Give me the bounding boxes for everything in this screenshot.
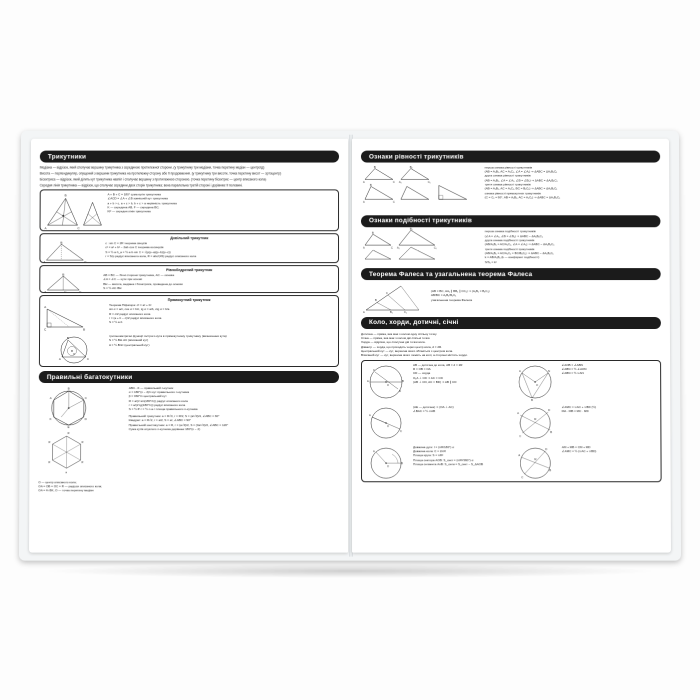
regular-polygon-notes: ABC...K — правильний n-кутник α = 180°(n − 2)/n кут правильного n-кутника β = 360°/n центральний кут R = a/(2 sin(180°/n)) радіус описаного кола r = a/(2 tg(180°/n)) радіус вписаного кола S = ½·P·r = ½·n·a·r площа правильного n-кутника Правильний трикутник: a = R√3, r = R/2, S = (a²√3)/4, ∠ABC = 60° Квадрат: a = R√2, r = a/2, S = a², ∠ABC = 90° Правильний шестикутник: a = R, r = (a√3)/2, S = (3a²√3)/2, ∠ABC = 120° Сума кутів опуклого n-кутника дорівнює 180°(n − 2) <box>128 385 229 431</box>
svg-text:M: M <box>533 417 536 421</box>
svg-text:A: A <box>367 379 369 383</box>
box-arbitrary-triangle <box>39 233 339 263</box>
isosceles-notes: AB = BC — бічні сторони трикутника, AC — основа ∠A = ∠C — кути при основі BH — висота, медіана і бісектриса, проведена до основи S = ½·AC·BH <box>103 273 183 291</box>
svg-text:B: B <box>402 379 404 383</box>
svg-text:O: O <box>535 383 538 387</box>
tangent-notes: (AE — дотична) ⇒ (OA ⊥ AC) ∠BAC = ½·∪AB <box>413 404 454 413</box>
secants-notes: ∠AMC = ∪AC + ∪BD (½) MA · MB = MC · MD <box>561 404 596 413</box>
svg-text:C₁: C₁ <box>427 180 431 184</box>
svg-text:B: B <box>369 183 372 187</box>
box-title-arbitrary-triangle: Довільний трикутник <box>170 235 209 240</box>
medians-notes: A + B + C = 180° сума кутів трикутника ∠ACD = ∠A + ∠B зовнішній кут трикутника a + b > c, a + c > b, b + c > a нерівність трикутника K — середина AB, F — середина BC; KF — середня лінія трикутника <box>107 192 177 214</box>
svg-text:A: A <box>373 449 375 453</box>
svg-text:D: D <box>547 408 550 412</box>
svg-text:A: A <box>362 200 365 204</box>
arc-sector-notes: Довжина дуги: l = (πR/180°)·α Довжина кола: C = 2πR Площа круга: S = πR² Площа сектора AOB: S_сект = (πR²/360°)·α Площа сегмента AnB: S_сегм = S_сект − S_ΔAOB <box>413 444 484 467</box>
svg-text:A: A <box>362 247 365 251</box>
svg-text:A: A <box>44 305 47 310</box>
svg-text:N: N <box>547 369 550 373</box>
svg-text:C: C <box>520 475 523 479</box>
svg-text:B₁: B₁ <box>409 228 413 231</box>
paragraph-midline: Середня лінія трикутника — відрізок, що сполучає середини двох сторін трикутника; вона паралельна третій стороні і дорівнює її половині. <box>39 183 243 188</box>
svg-text:C: C <box>86 357 89 362</box>
svg-text:C: C <box>400 429 402 433</box>
svg-text:O: O <box>387 424 389 428</box>
box-right-triangle <box>39 295 339 367</box>
svg-text:O: O <box>387 383 389 387</box>
arc-sector-figure <box>365 445 409 481</box>
paragraph-bisector: Бісектриса — відрізок, який ділить кут трикутника навпіл і сполучає вершину з протилежною стороною. (точка перетину бісектрис — центр вписаного кола) <box>39 177 267 182</box>
svg-text:C: C <box>385 291 388 295</box>
svg-text:A: A <box>518 369 521 373</box>
svg-text:A: A <box>44 290 47 295</box>
paragraph-median: Медіана — відрізок, який сполучає вершину трикутника з серединою протилежної сторони. (у трикутнику три медіани, точка перетину медіан — центроїд) <box>39 165 265 170</box>
tangent-circle-figure <box>365 405 409 441</box>
svg-text:A: A <box>362 310 365 314</box>
open-booklet <box>19 131 681 561</box>
svg-text:C: C <box>390 247 393 251</box>
right-page <box>352 139 671 553</box>
booklet-shadow <box>42 564 658 578</box>
similarity-figures <box>361 230 481 262</box>
svg-text:K: K <box>49 416 52 421</box>
circle-chord-notes: AB — дотична до кола, AB = d = 2R R = OB = OA CD — хорда O₁A ⊥ CD ⇒ AC = CD (AB ⊥ CD, AC = BD) ⇒ AB ∥ CD <box>413 362 463 384</box>
svg-text:a: a <box>65 470 67 474</box>
inscribed-angle-notes: ∠AOB = ∠ABN ∠ABN = ½·∠AON ∠ABN = ½·∪AN <box>561 362 587 376</box>
svg-text:R: R <box>81 460 84 464</box>
svg-text:A: A <box>517 453 520 457</box>
secants-figure <box>514 405 558 441</box>
svg-text:C: C <box>79 290 82 295</box>
svg-text:B: B <box>373 165 376 169</box>
left-page <box>29 139 348 553</box>
svg-text:A: A <box>58 357 61 362</box>
svg-text:A: A <box>369 413 371 417</box>
triangle-medians-figure <box>44 192 104 230</box>
thales-formulas: (AB = BC, AA₁ ∥ BB₁ ∥ CC₁) ⇒ (A₁B₁ = B₁C₁) AB/BC = A₁B₁/B₁C₁ узагальнена теорема Фалеса <box>430 288 490 302</box>
svg-text:B: B <box>67 386 70 391</box>
box-circle-figures <box>361 360 662 482</box>
svg-text:B: B <box>60 240 63 245</box>
svg-text:D: D <box>399 389 401 393</box>
svg-text:B: B <box>67 336 69 341</box>
svg-text:A: A <box>362 180 365 184</box>
arbitrary-triangle-notes: c : sin C = 2R теорема синусів c² = a² + b² − 2ab·cos C теорема косинусів S = ½·a·h_a = ½·a·b·sin C = √(p(p−a)(p−b)(p−c)) r = S/p радіус вписаного кола, R = abc/(4S) радіус описаного кола <box>105 241 197 259</box>
congruence-figures <box>361 165 481 211</box>
svg-text:C₁: C₁ <box>403 310 407 314</box>
svg-text:R: R <box>81 440 84 444</box>
svg-text:B: B <box>374 298 377 302</box>
box-title-isosceles: Рівнобедрений трикутник <box>166 267 213 272</box>
svg-text:A₁: A₁ <box>396 247 400 251</box>
svg-text:A: A <box>43 260 46 265</box>
svg-text:C: C <box>392 180 395 184</box>
regular-polygons-figure <box>38 386 124 478</box>
left-aux-notes: O — центр описаного кола; OA = OB = OC = R — радіуси описаного кола; OA = ⅔·BK, O — точка перетину медіан <box>38 479 103 493</box>
svg-text:R: R <box>48 460 51 464</box>
section-header-triangles: Трикутники <box>40 151 339 163</box>
svg-text:R: R <box>48 440 51 444</box>
svg-text:O: O <box>387 464 389 468</box>
svg-text:A: A <box>49 395 52 400</box>
paragraph-height: Висота — перпендикуляр, опущений з вершини трикутника на протилежну сторону або її продовження. (у трикутнику три висоти, точка перетину висот — ортоцентр) <box>39 171 282 176</box>
arbitrary-triangle-figure <box>43 241 101 263</box>
thales-figure <box>361 283 427 313</box>
svg-text:C: C <box>518 434 521 438</box>
svg-text:A: A <box>516 411 519 415</box>
svg-text:C: C <box>84 395 87 400</box>
svg-text:B: B <box>401 461 403 465</box>
svg-text:B: B <box>64 193 67 198</box>
section-header-circle: Коло, хорди, дотичні, січні <box>361 317 661 329</box>
svg-text:R: R <box>67 431 70 435</box>
svg-text:B: B <box>62 272 65 277</box>
svg-text:C: C <box>392 200 395 204</box>
intersecting-chords-notes: AM + MB = CM + MD ∠AMC = ½·(∪AC + ∪BD) <box>561 444 597 454</box>
svg-text:C: C <box>84 260 87 265</box>
svg-text:M: M <box>533 457 536 461</box>
intersecting-chords-figure <box>514 445 558 481</box>
svg-text:C: C <box>44 327 47 332</box>
circle-chord-figure <box>365 363 409 401</box>
svg-text:B: B <box>371 231 374 235</box>
trig-notes: тригонометричні функції гострого кута в прямокутному трикутнику (визначення кута) S = ½·BH·AC (вписаний кут) A = ½·BnC (центральний кут) <box>108 334 227 347</box>
svg-text:B: B <box>549 430 552 434</box>
section-header-regular-polygons: Правильні багатокутники <box>39 371 339 383</box>
svg-text:B₁: B₁ <box>389 310 393 314</box>
figure-box-medians <box>40 189 339 231</box>
similarity-criteria: перша ознака подібності трикутників (∠A = ∠A₁, ∠B = ∠B₁) ⇒ ΔABC ~ ΔA₁B₁C₁ друга ознака подібності трикутників (AB/A₁B₁ = AC/A₁C₁, ∠A = ∠A₁) ⇒ ΔABC ~ ΔA₁B₁C₁ третя ознака подібності трикутників (AB/A₁B₁ = AC/A₁C₁ = BC/B₁C₁) ⇒ ΔABC ~ ΔA₁B₁C₁ k = AB/A₁B₁ (k — коефіцієнт подібності) S/S₁ = k² <box>484 229 555 264</box>
section-header-similarity: Ознаки подібності трикутників <box>361 215 660 227</box>
box-title-right-triangle: Прямокутний трикутник <box>167 297 211 302</box>
svg-text:E: E <box>67 424 70 429</box>
congruence-criteria: перша ознака рівності трикутників (AB = A₁B₁, AC = A₁C₁, ∠A = ∠A₁) ⇒ ΔABC = ΔA₁B₁C₁ друга ознака рівності трикутників (AB = A₁B₁, ∠A = ∠A₁, ∠B = ∠B₁) ⇒ ΔABC = ΔA₁B₁C₁ третя ознака рівності трикутників (AB = A₁B₁, AC = A₁C₁, BC = B₁C₁) ⇒ ΔABC = ΔA₁B₁C₁ ознака рівності прямокутних трикутників (C = C₁ = 90°, AB = A₁B₁, AC = A₁C₁) ⇒ ΔABC = ΔA₁B₁C₁ <box>484 165 561 200</box>
right-triangle-figure <box>43 303 105 331</box>
svg-text:C: C <box>77 226 80 231</box>
svg-text:H: H <box>64 291 67 295</box>
svg-text:A₁: A₁ <box>398 180 402 184</box>
right-triangle-notes: Теорема Піфагора: c² = a² + b² sin α = a/c, cos α = b/c, tg α = a/b, ctg α = b/a R = c/2 радіус описаного кола r = (a + b − c)/2 радіус вписаного кола S = ½·a·b <box>109 303 170 325</box>
svg-text:B: B <box>530 398 533 402</box>
svg-text:O: O <box>72 353 75 357</box>
svg-text:A: A <box>44 226 47 231</box>
isosceles-triangle-figure <box>43 273 99 293</box>
circle-definitions: Дотична — пряма, яка має з колом одну спільну точку. Січна — пряма, яка має з колом дві спільні точки. Хорда — відрізок, що сполучає дві точки кола. Діаметр — хорда, що проходить через центр кола, d = 2R. Центральний кут — кут, вершина якого збігається з центром кола. Вписаний кут — кут, вершина якого лежить на колі, а сторони містять хорди. <box>360 331 468 358</box>
svg-text:C: C <box>373 368 375 372</box>
svg-text:B₁: B₁ <box>409 165 413 169</box>
svg-text:B: B <box>548 468 551 472</box>
svg-text:D: D <box>84 416 87 421</box>
svg-text:D: D <box>544 447 547 451</box>
box-isosceles-triangle <box>39 265 339 293</box>
inscribed-circle-figure <box>43 334 105 366</box>
svg-text:B: B <box>83 327 86 332</box>
section-header-thales: Теорема Фалеса та узагальнена теорема Фалеса <box>361 268 661 280</box>
section-header-congruence: Ознаки рівності трикутників <box>361 151 660 163</box>
svg-text:C₁: C₁ <box>433 247 437 251</box>
inscribed-angle-figure <box>514 363 558 401</box>
